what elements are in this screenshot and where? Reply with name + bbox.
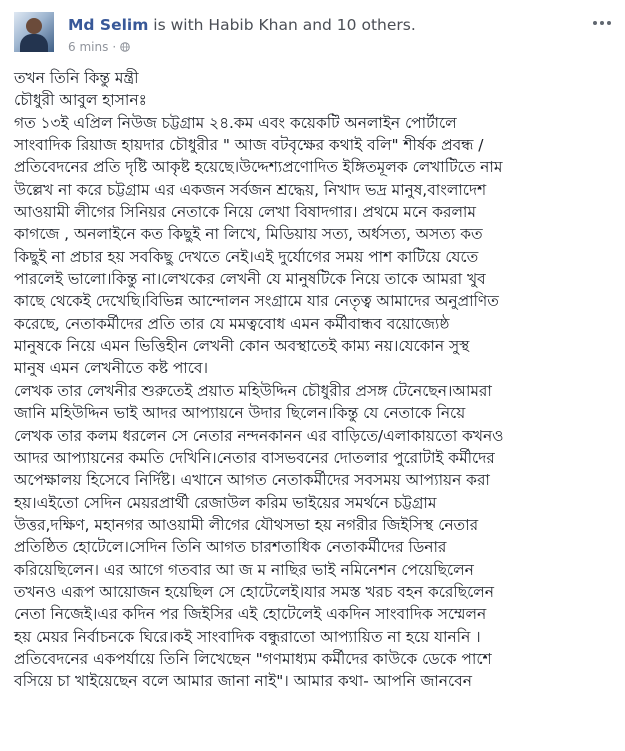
post-body — [14, 67, 614, 693]
post-text-line: সাংবাদিক রিয়াজ হায়দার চৌধুরীর " আজ বটবৃক্ষের কথাই বলি" শীর্ষক প্রবন্ধ / — [14, 136, 484, 155]
post-timestamp[interactable]: 6 mins — [68, 40, 109, 54]
post-text-line: হয় মেয়র নির্বাচনকে ঘিরে।কই সাংবাদিক বন্ধুরাতো আপ্যায়িত না হয়ে যাননি । — [14, 627, 481, 646]
post-text-line: তখনও এরূপ আয়োজন হয়েছিল সে হোটেলেই।যার সমস্ত খরচ বহন করেছিলেন — [14, 582, 494, 601]
more-options-dot — [607, 21, 611, 25]
avatar-body-shape — [20, 34, 48, 52]
avatar[interactable] — [14, 12, 54, 52]
post-text-line: করেছে, নেতাকর্মীদের প্রতি তার যে মমত্ববোধ এমন কর্মীবান্ধব বয়োজ্যেষ্ঠ — [14, 314, 450, 333]
post-text-line: কাগজে , অনলাইনে কত কিছুই না লিখে, মিডিয়ায় সত্য, অর্ধসত্য, অসত্য কত — [14, 225, 483, 244]
post-text-line: প্রতিবেদনের একপর্যায়ে তিনি লিখেছেন "গণমাধ্যম কর্মীদের কাউকে ডেকে পাশে — [14, 649, 492, 668]
post-text-line: আওয়ামী লীগের সিনিয়র নেতাকে নিয়ে লেখা বিষাদগার। প্রথমে মনে করলাম — [14, 203, 476, 222]
post-text-line: অপেক্ষালয় হিসেবে নির্দিষ্ট। এখানে আগত নেতাকর্মীদের সবসময় আপ্যায়ন করা — [14, 471, 490, 490]
post-text-line: মানুষ এমন লেখনীতে কষ্ট পাবে। — [14, 359, 208, 378]
post-text-line: চৌধুরী আবুল হাসানঃ — [14, 91, 147, 110]
post-text-line: লেখক তার লেখনীর শুরুতেই প্রয়াত মহিউদ্দিন চৌধুরীর প্রসঙ্গ টেনেছেন।আমরা — [14, 381, 492, 400]
post-text-line: পারলেই ভালো।কিন্তু না।লেখকের লেখনী যে মানুষটিকে নিয়ে তাকে আমরা খুব — [14, 270, 486, 289]
post-text-line: বসিয়ে চা খাইয়েছেন বলে আমার জানা নাই"। আমার কথা- আপনি জানবেন — [14, 672, 472, 691]
avatar-head-shape — [26, 18, 42, 34]
post-title-line — [68, 16, 416, 34]
globe-icon[interactable] — [120, 42, 130, 52]
post-text-line: প্রতিবেদনের প্রতি দৃষ্টি আকৃষ্ট হয়েছে।উদ্দেশ্যপ্রণোদিত ইঙ্গিতমূলক লেখাটিতে নাম — [14, 158, 503, 177]
post-text-line: নেতা নিজেই।এর কদিন পর জিইসির এই হোটেলেই একদিন সাংবাদিক সম্মেলন — [14, 605, 487, 624]
post-text-line: হয়।এইতো সেদিন মেয়রপ্রার্থী রেজাউল করিম ভাইয়ের সমর্থনে চট্টগ্রাম — [14, 493, 437, 512]
post-text-line: কাছে থেকেই দেখেছি।বিভিন্ন আন্দোলন সংগ্রামে যার নেতৃত্ব আমাদের অনুপ্রাণিত — [14, 292, 499, 311]
post-text-line: লেখক তার কলম ধরলেন সে নেতার নন্দনকানন এর বাড়িতে/এলাকায়তো কখনও — [14, 426, 504, 445]
post-text-line: তখন তিনি কিন্তু মন্ত্রী — [14, 69, 139, 87]
post-meta — [68, 40, 130, 54]
post-text-line: কিছুই না প্রচার হয় সবকিছু দেখতে নেই।এই দুর্যোগের সময় পাশ কাটিয়ে যেতে — [14, 247, 479, 266]
post-text-line: প্রতিষ্ঠিত হোটেলে।সেদিন তিনি আগত চারশতাধিক নেতাকর্মীদের ডিনার — [14, 538, 447, 557]
meta-separator: · — [112, 40, 117, 54]
author-name-link[interactable]: Md Selim — [68, 16, 149, 34]
more-options-icon[interactable] — [591, 16, 613, 30]
post-text-line: উত্তর,দক্ষিণ, মহানগর আওয়ামী লীগের যৌথসভা হয় নগরীর জিইসিস্থ নেতার — [14, 515, 479, 534]
post-text-line: গত ১৩ই এপ্রিল নিউজ চট্টগ্রাম ২৪.কম এবং কয়েকটি অনলাইন পোর্টালে — [14, 113, 457, 132]
post-header — [14, 10, 615, 62]
post-text-line: আদর আপ্যায়নের কমতি দেখিনি।নেতার বাসভবনের দোতলার পুরোটাই কর্মীদের — [14, 448, 495, 467]
post-text-line: মানুষকে নিয়ে এমন ভিত্তিহীন লেখনী কোন অবস্থাতেই কাম্য নয়।যেকোন সুস্থ — [14, 337, 470, 356]
post-text-line: উল্লেখ না করে চট্টগ্রাম এর একজন সর্বজন শ্রদ্ধেয়, নিখাদ ভদ্র মানুষ,বাংলাদেশ — [14, 180, 487, 199]
more-options-dot — [593, 21, 597, 25]
tagged-with-text[interactable]: is with Habib Khan and 10 others. — [148, 16, 416, 34]
post-text-line: জানি মহিউদ্দিন ভাই আদর আপ্যায়নে উদার ছিলেন।কিন্তু যে নেতাকে নিয়ে — [14, 404, 466, 423]
post-text-line: করিয়েছিলেন। এর আগে গতবার আ জ ম নাছির ভাই নমিনেশন পেয়েছিলেন — [14, 560, 474, 579]
more-options-dot — [600, 21, 604, 25]
